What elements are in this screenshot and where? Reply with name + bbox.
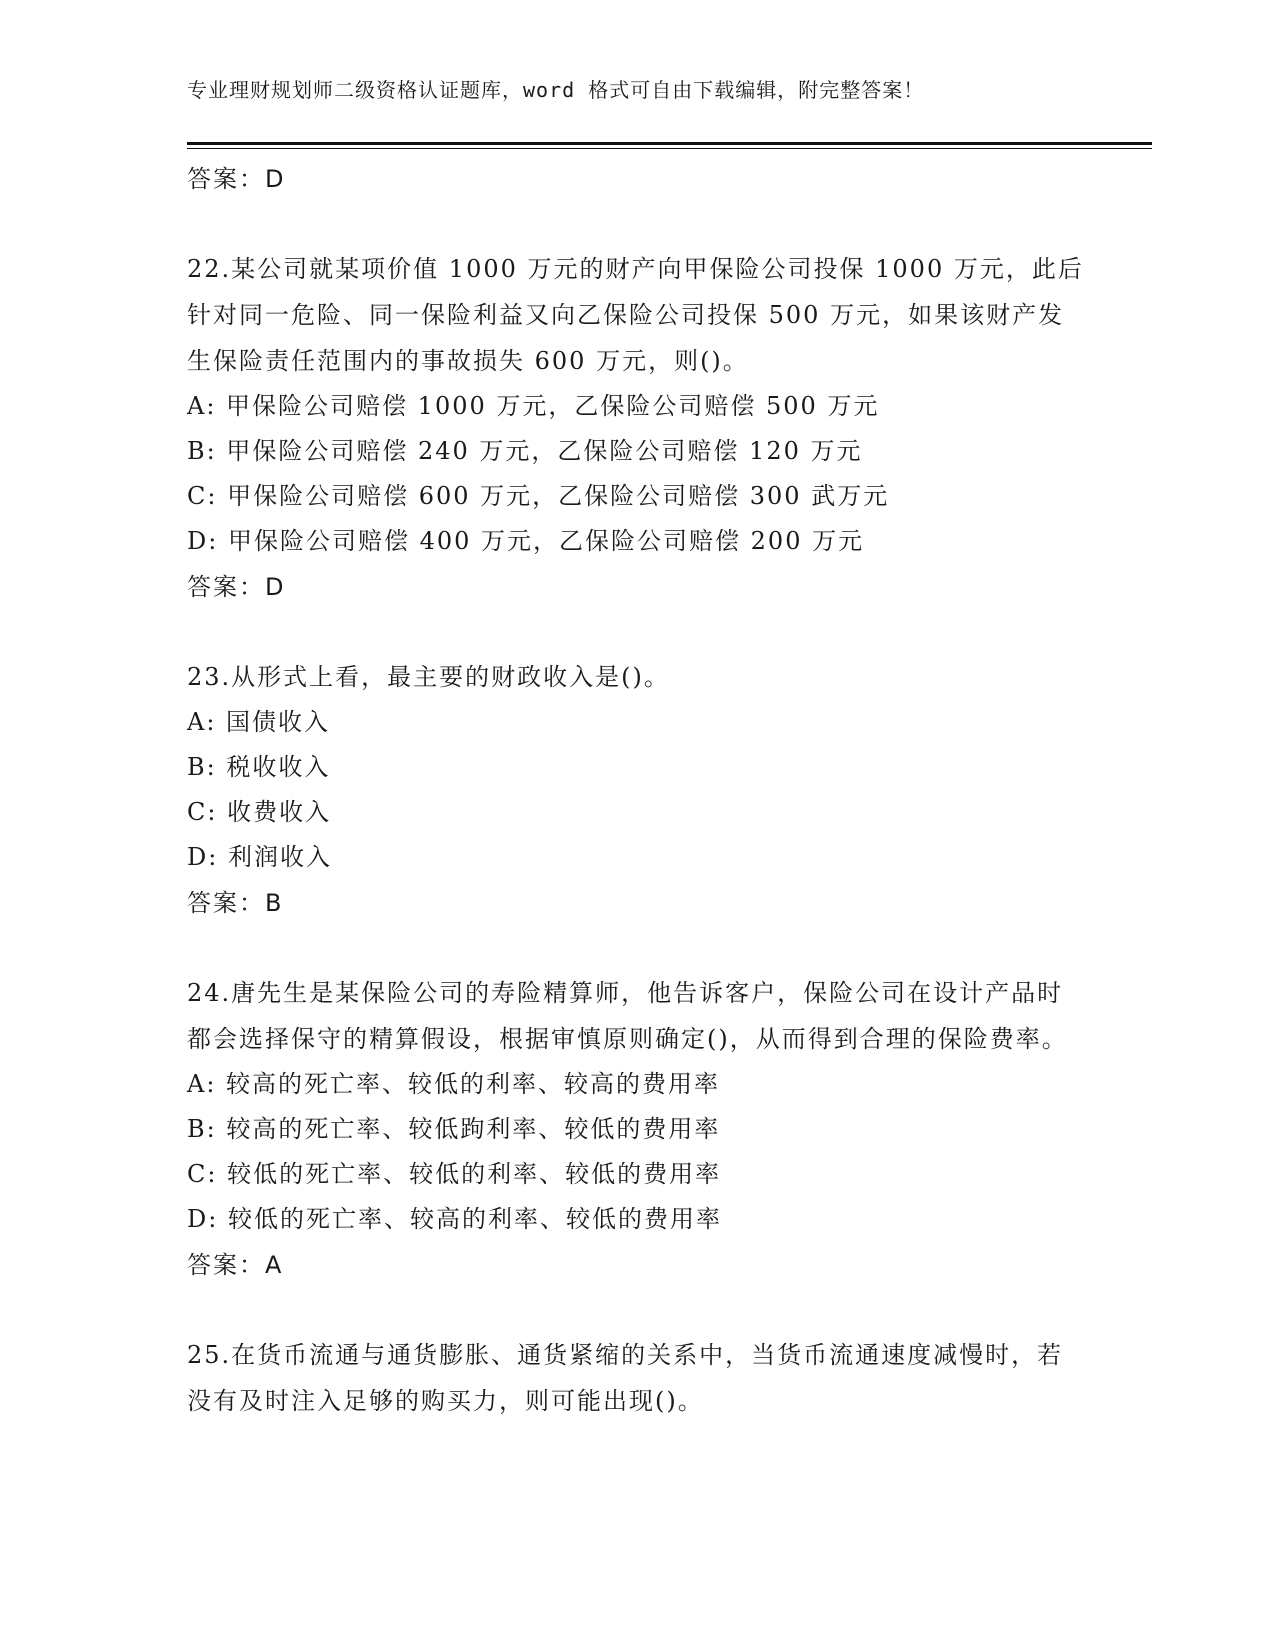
option-d: D: 甲保险公司赔偿 400 万元，乙保险公司赔偿 200 万元 [187, 527, 865, 555]
option-d: D: 较低的死亡率、较高的利率、较低的费用率 [187, 1205, 722, 1233]
answer-line: 答案：D [187, 573, 286, 601]
question-stem: 22.某公司就某项价值 1000 万元的财产向甲保险公司投保 1000 万元，此后针对同一危险、同一保险利益又向乙保险公司投保 500 万元，如果该财产发生保险责任范围内的事故损失 600 万元，则()。 [187, 255, 1084, 375]
question-stem: 25.在货币流通与通货膨胀、通货紧缩的关系中，当货币流通速度减慢时，若没有及时注入足够的购买力，则可能出现()。 [187, 1341, 1064, 1415]
option-b: B: 较高的死亡率、较低跔利率、较低的费用率 [187, 1115, 721, 1143]
question-block [187, 970, 1087, 1288]
option-d: D: 利润收入 [187, 843, 332, 871]
option-a: A: 甲保险公司赔偿 1000 万元，乙保险公司赔偿 500 万元 [187, 392, 880, 420]
answer-line: 答案：A [187, 1251, 284, 1279]
question-block [187, 654, 1087, 926]
question-block [187, 1332, 1087, 1424]
header-rule-thin [187, 148, 1152, 149]
previous-answer: 答案：D [187, 165, 286, 193]
option-b: B: 税收收入 [187, 753, 331, 781]
option-a: A: 较高的死亡率、较低的利率、较高的费用率 [187, 1070, 721, 1098]
page-header-title: 专业理财规划师二级资格认证题库，word 格式可自由下载编辑，附完整答案！ [187, 78, 925, 102]
header-rule-thick [187, 142, 1152, 145]
option-c: C: 收费收入 [187, 798, 332, 826]
question-content [187, 156, 1087, 1424]
option-c: C: 甲保险公司赔偿 600 万元，乙保险公司赔偿 300 武万元 [187, 482, 890, 510]
option-b: B: 甲保险公司赔偿 240 万元，乙保险公司赔偿 120 万元 [187, 437, 863, 465]
question-stem: 24.唐先生是某保险公司的寿险精算师，他告诉客户，保险公司在设计产品时都会选择保守的精算假设，根据审慎原则确定()，从而得到合理的保险费率。 [187, 979, 1068, 1053]
question-block [187, 246, 1087, 610]
option-c: C: 较低的死亡率、较低的利率、较低的费用率 [187, 1160, 722, 1188]
option-a: A: 国债收入 [187, 708, 331, 736]
answer-line: 答案：B [187, 889, 284, 917]
question-stem: 23.从形式上看，最主要的财政收入是()。 [187, 663, 670, 691]
